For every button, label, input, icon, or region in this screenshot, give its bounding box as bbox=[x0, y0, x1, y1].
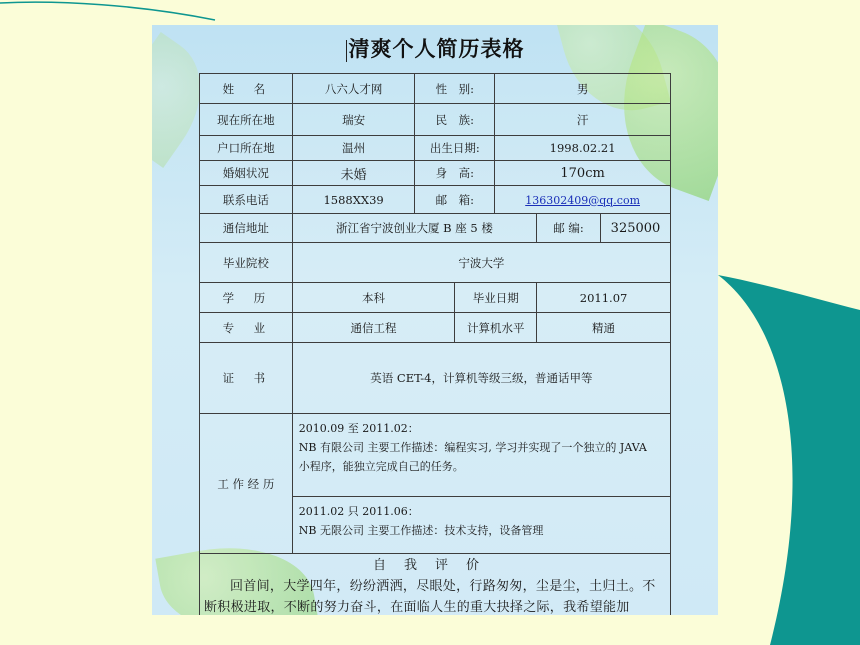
self-evaluation bbox=[200, 554, 671, 616]
location-label: 现在所在地 bbox=[200, 104, 293, 136]
table-row bbox=[200, 214, 671, 243]
table-row bbox=[200, 414, 671, 497]
self-eval-title: 自我评价 bbox=[372, 558, 497, 573]
address-value: 浙江省宁波创业大厦 B 座 5 楼 bbox=[292, 214, 536, 243]
gender-value: 男 bbox=[495, 74, 671, 104]
cert-label: 证 书 bbox=[200, 343, 293, 414]
email-label: 邮 箱: bbox=[415, 186, 495, 214]
degree-value: 本科 bbox=[292, 283, 455, 313]
work-entry-2 bbox=[292, 497, 670, 554]
computer-value: 精通 bbox=[537, 313, 671, 343]
postcode-label: 邮 编: bbox=[537, 214, 601, 243]
work-entry-1-line2: 小程序，能独立完成自己的任务。 bbox=[298, 460, 464, 473]
ethnicity-value: 汗 bbox=[495, 104, 671, 136]
table-row bbox=[200, 136, 671, 161]
name-label: 姓 名 bbox=[200, 74, 293, 104]
table-row bbox=[200, 313, 671, 343]
height-value: 170cm bbox=[495, 161, 671, 186]
marital-label: 婚姻状况 bbox=[200, 161, 293, 186]
document-title: 清爽个人简历表格 bbox=[152, 33, 718, 63]
work-entry-1-period: 2010.09 至 2011.02： bbox=[298, 422, 419, 435]
cert-value: 英语 CET-4，计算机等级三级，普通话甲等 bbox=[292, 343, 670, 414]
birth-label: 出生日期: bbox=[415, 136, 495, 161]
table-row bbox=[200, 161, 671, 186]
table-row bbox=[200, 554, 671, 616]
name-value: 八六人才网 bbox=[292, 74, 415, 104]
hukou-label: 户口所在地 bbox=[200, 136, 293, 161]
grad-date-value: 2011.07 bbox=[537, 283, 671, 313]
grad-date-label: 毕业日期 bbox=[455, 283, 537, 313]
table-row bbox=[200, 104, 671, 136]
phone-label: 联系电话 bbox=[200, 186, 293, 214]
email-link[interactable]: 136302409@qq.com bbox=[525, 193, 640, 207]
major-label: 专 业 bbox=[200, 313, 293, 343]
self-eval-text: 回首间，大学四年，纷纷洒洒，尽眼处，行路匆匆，尘是尘，土归土。不断积极进取，不断的努力奋斗，在面临人生的重大抉择之际，我希望能加 bbox=[204, 579, 656, 615]
table-row bbox=[200, 243, 671, 283]
resume-table bbox=[199, 73, 671, 615]
computer-label: 计算机水平 bbox=[455, 313, 537, 343]
work-entry-1-line1: NB 有限公司 主要工作描述：编程实习, 学习并实现了一个独立的 JAVA bbox=[298, 441, 647, 454]
table-row bbox=[200, 283, 671, 313]
height-label: 身 高: bbox=[415, 161, 495, 186]
table-row bbox=[200, 186, 671, 214]
table-row bbox=[200, 74, 671, 104]
major-value: 通信工程 bbox=[292, 313, 455, 343]
table-row bbox=[200, 343, 671, 414]
text-cursor bbox=[346, 40, 347, 62]
email-cell bbox=[495, 186, 671, 214]
school-value: 宁波大学 bbox=[292, 243, 670, 283]
work-entry-2-line1: NB 无限公司 主要工作描述：技术支持，设备管理 bbox=[298, 524, 544, 537]
marital-value: 未婚 bbox=[292, 161, 415, 186]
ethnicity-label: 民 族: bbox=[415, 104, 495, 136]
birth-value: 1998.02.21 bbox=[495, 136, 671, 161]
address-label: 通信地址 bbox=[200, 214, 293, 243]
hukou-value: 温州 bbox=[292, 136, 415, 161]
work-label: 工 作 经 历 bbox=[200, 414, 293, 554]
work-entry-2-period: 2011.02 只 2011.06： bbox=[298, 505, 419, 518]
postcode-value: 325000 bbox=[600, 214, 670, 243]
resume-document bbox=[152, 25, 718, 615]
degree-label: 学 历 bbox=[200, 283, 293, 313]
school-label: 毕业院校 bbox=[200, 243, 293, 283]
phone-value: 1588XX39 bbox=[292, 186, 415, 214]
work-entry-1 bbox=[292, 414, 670, 497]
gender-label: 性 别: bbox=[415, 74, 495, 104]
location-value: 瑞安 bbox=[292, 104, 415, 136]
